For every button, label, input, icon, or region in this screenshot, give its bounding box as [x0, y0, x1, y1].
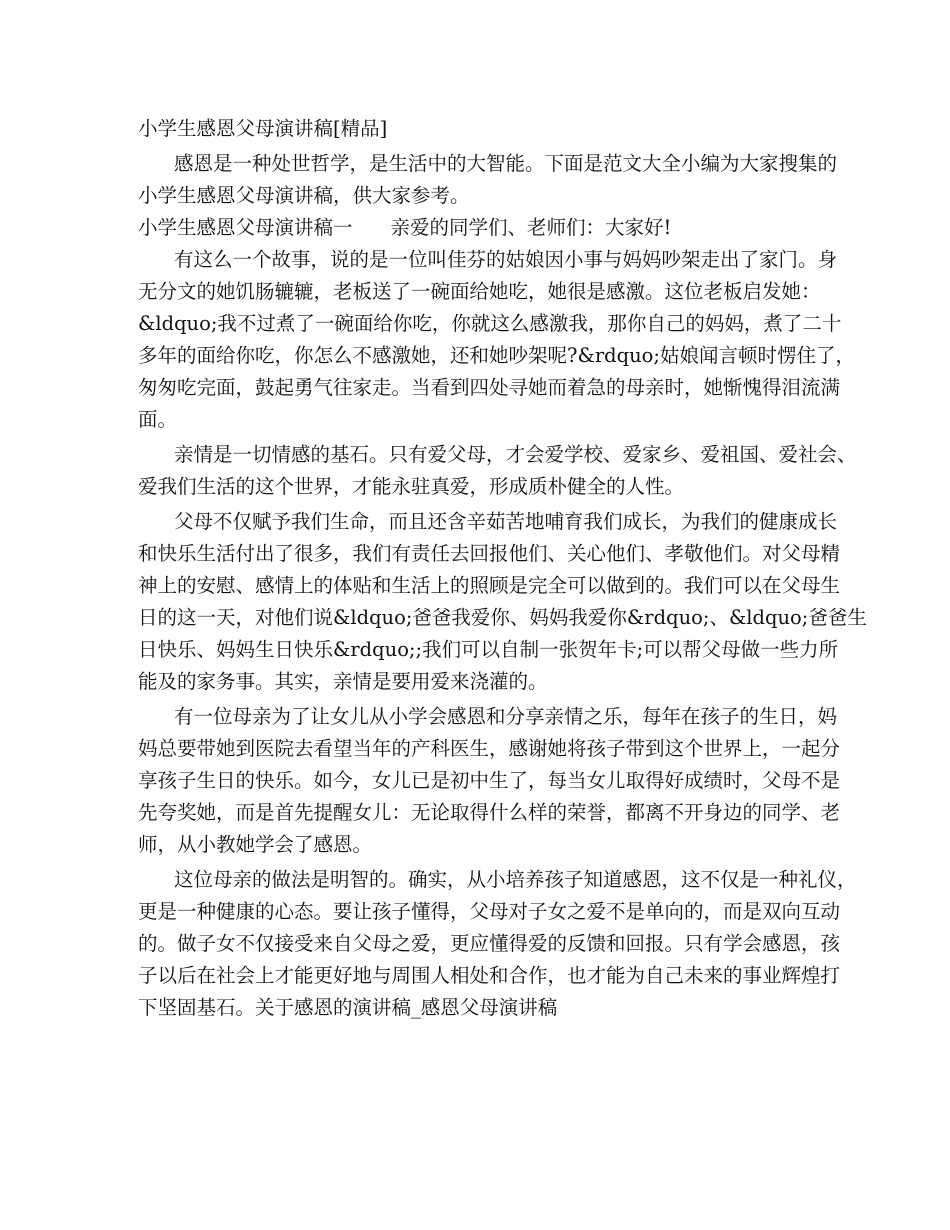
paragraph-line: 享孩子生日的快乐。如今，女儿已是初中生了，每当女儿取得好成绩时，父母不是	[138, 769, 841, 792]
greeting: 亲爱的同学们、老师们：大家好!	[390, 216, 672, 239]
paragraph-line: 亲情是一切情感的基石。只有爱父母，才会爱学校、爱家乡、爱祖国、爱社会、	[174, 443, 857, 466]
paragraph-line: 更是一种健康的心态。要让孩子懂得，父母对子女之爱不是单向的，而是双向互动	[138, 900, 841, 923]
paragraph-line: 能及的家务事。其实，亲情是要用爱来浇灌的。	[138, 670, 548, 693]
paragraph-line: 下坚固基石。关于感恩的演讲稿_感恩父母演讲稿	[138, 996, 558, 1019]
paragraph-line: 日快乐、妈妈生日快乐&rdquo;;我们可以自制一张贺年卡;可以帮父母做一些力所	[138, 638, 839, 661]
paragraph-3	[138, 506, 867, 698]
paragraph-line: 匆匆吃完面，鼓起勇气往家走。当看到四处寻她而着急的母亲时，她惭愧得泪流满	[138, 376, 841, 399]
paragraph-2	[138, 439, 857, 503]
document-title: 小学生感恩父母演讲稿[精品]	[138, 117, 388, 140]
intro-line: 小学生感恩父母演讲稿，供大家参考。	[138, 184, 470, 207]
paragraph-line: 爱我们生活的这个世界，才能永驻真爱，形成质朴健全的人性。	[138, 475, 685, 498]
intro-paragraph	[138, 148, 838, 212]
intro-line: 感恩是一种处世哲学，是生活中的大智能。下面是范文大全小编为大家搜集的	[174, 152, 838, 175]
paragraph-line: 和快乐生活付出了很多，我们有责任去回报他们、关心他们、孝敬他们。对父母精	[138, 542, 841, 565]
section-heading-line	[138, 212, 828, 244]
paragraph-line: 的。做子女不仅接受来自父母之爱，更应懂得爱的反馈和回报。只有学会感恩，孩	[138, 932, 841, 955]
paragraph-1	[138, 244, 855, 436]
document-page	[138, 113, 867, 1024]
section-heading: 小学生感恩父母演讲稿一	[138, 216, 353, 239]
paragraph-line: 先夸奖她，而是首先提醒女儿：无论取得什么样的荣誉，都离不开身边的同学、老	[138, 801, 841, 824]
paragraph-line: 这位母亲的做法是明智的。确实，从小培养孩子知道感恩，这不仅是一种礼仪，	[174, 868, 857, 891]
paragraph-line: 无分文的她饥肠辘辘，老板送了一碗面给她吃，她很是感激。这位老板启发她：	[138, 280, 821, 303]
paragraph-line: 父母不仅赋予我们生命，而且还含辛茹苦地哺育我们成长，为我们的健康成长	[174, 510, 838, 533]
paragraph-5	[138, 864, 857, 1024]
paragraph-line: &ldquo;我不过煮了一碗面给你吃，你就这么感激我，那你自己的妈妈，煮了二十	[138, 312, 842, 335]
paragraph-line: 妈总要带她到医院去看望当年的产科医生，感谢她将孩子带到这个世界上，一起分	[138, 737, 841, 760]
paragraph-line: 师，从小教她学会了感恩。	[138, 833, 373, 856]
paragraph-4	[138, 701, 841, 861]
paragraph-line: 日的这一天，对他们说&ldquo;爸爸我爱你、妈妈我爱你&rdquo;、&ldquo;爸爸生	[138, 606, 867, 629]
paragraph-line: 面。	[138, 408, 178, 431]
paragraph-line: 多年的面给你吃，你怎么不感激她，还和她吵架呢?&rdquo;姑娘闻言顿时愣住了，	[138, 344, 855, 367]
paragraph-line: 神上的安慰、感情上的体贴和生活上的照顾是完全可以做到的。我们可以在父母生	[138, 574, 841, 597]
paragraph-line: 有这么一个故事，说的是一位叫佳芬的姑娘因小事与妈妈吵架走出了家门。身	[174, 248, 838, 271]
paragraph-line: 子以后在社会上才能更好地与周围人相处和合作，也才能为自己未来的事业辉煌打	[138, 964, 841, 987]
paragraph-line: 有一位母亲为了让女儿从小学会感恩和分享亲情之乐，每年在孩子的生日，妈	[174, 705, 838, 728]
